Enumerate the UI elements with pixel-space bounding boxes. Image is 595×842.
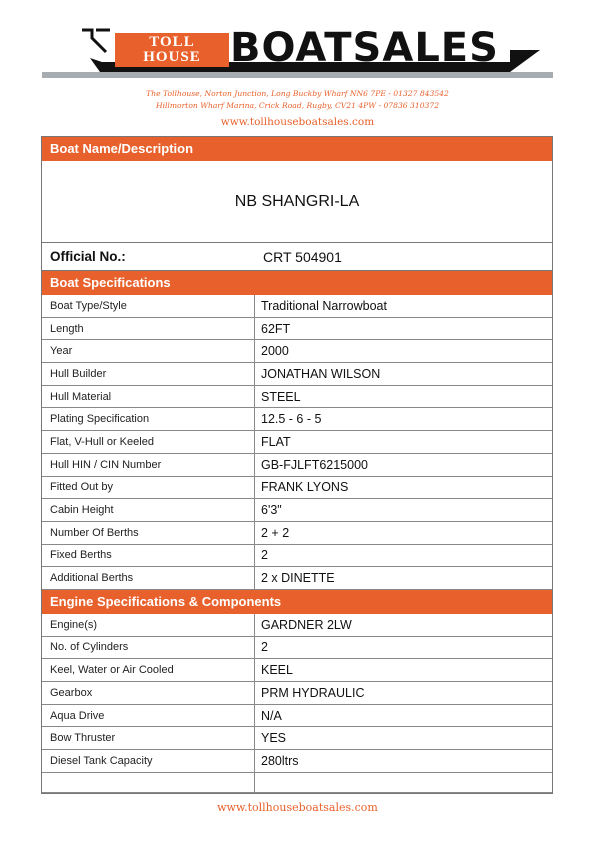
row-label: Engine(s) [42,614,255,636]
table-row [42,567,552,590]
address-line-1: The Tollhouse, Norton Junction, Long Buckby Wharf NN6 7PE - 01327 843542 [146,89,449,98]
row-value: FRANK LYONS [261,480,349,495]
row-label: Length [42,318,255,340]
row-value: 2 x DINETTE [261,571,335,586]
row-value: KEEL [261,663,293,678]
row-label: Additional Berths [42,567,255,589]
toll-house-badge [115,33,229,67]
row-value: 2 [261,640,268,655]
row-value: YES [261,731,287,746]
row-value: 2 + 2 [261,525,290,540]
row-label: Cabin Height [42,499,255,521]
engine-spec-rows [42,614,552,773]
address-line-2: Hillmorton Wharf Marina, Crick Road, Rugby, CV21 4PW - 07836 310372 [155,101,440,110]
table-row [42,431,552,454]
boat-spec-rows [42,295,552,590]
blank-label-cell [42,773,255,792]
row-label: Hull Builder [42,363,255,385]
row-label: Fixed Berths [42,545,255,567]
logo-boatsales-text: BOATSALES [230,25,499,71]
official-number-label: Official No.: [50,249,126,264]
table-row [42,499,552,522]
row-label: Year [42,340,255,362]
header-website-link[interactable]: www.tollhouseboatsales.com [220,116,375,128]
row-label: Diesel Tank Capacity [42,750,255,772]
row-value: PRM HYDRAULIC [261,685,365,700]
table-row [42,340,552,363]
row-label: No. of Cylinders [42,637,255,659]
table-row [42,750,552,773]
section-engine-specifications: Engine Specifications & Components [42,590,552,614]
row-value: 62FT [261,321,291,336]
row-label: Boat Type/Style [42,295,255,317]
table-row [42,522,552,545]
row-value: JONATHAN WILSON [261,366,381,381]
logo-house-text: HOUSE [143,49,201,65]
row-value: GB-FJLFT6215000 [261,457,368,472]
table-row [42,454,552,477]
row-value: GARDNER 2LW [261,617,352,632]
logo-toll-text: TOLL [149,34,195,50]
blank-row [42,773,552,793]
boat-name: NB SHANGRI-LA [234,192,360,210]
table-row [42,659,552,682]
section-boat-specifications: Boat Specifications [42,271,552,295]
official-number-row [42,243,552,271]
table-row [42,727,552,750]
row-label: Bow Thruster [42,727,255,749]
row-value: N/A [261,708,282,723]
row-label: Hull Material [42,386,255,408]
section-boat-name: Boat Name/Description [42,137,552,161]
row-value: FLAT [261,434,291,449]
letterhead [0,0,595,135]
row-value: Traditional Narrowboat [261,298,387,313]
row-label: Plating Specification [42,408,255,430]
row-value: 2 [261,548,268,563]
table-row [42,682,552,705]
table-row [42,318,552,341]
row-value: 2000 [261,344,289,359]
boat-name-area [42,161,552,243]
table-row [42,545,552,568]
spec-sheet-table [41,136,553,794]
table-row [42,705,552,728]
row-label: Flat, V-Hull or Keeled [42,431,255,453]
row-value: 6'3" [261,503,282,518]
table-row [42,408,552,431]
table-row [42,614,552,637]
table-row [42,637,552,660]
official-number-value: CRT 504901 [263,248,342,265]
header-divider [42,72,553,78]
row-label: Hull HIN / CIN Number [42,454,255,476]
row-label: Number Of Berths [42,522,255,544]
table-row [42,477,552,500]
row-label: Fitted Out by [42,477,255,499]
row-value: 12.5 - 6 - 5 [261,412,322,427]
blank-value-cell [255,773,261,792]
row-label: Keel, Water or Air Cooled [42,659,255,681]
footer-website-link[interactable]: www.tollhouseboatsales.com [217,801,378,814]
row-value: 280ltrs [261,753,299,768]
row-label: Aqua Drive [42,705,255,727]
table-row [42,386,552,409]
table-row [42,295,552,318]
row-label: Gearbox [42,682,255,704]
row-value: STEEL [261,389,301,404]
table-row [42,363,552,386]
